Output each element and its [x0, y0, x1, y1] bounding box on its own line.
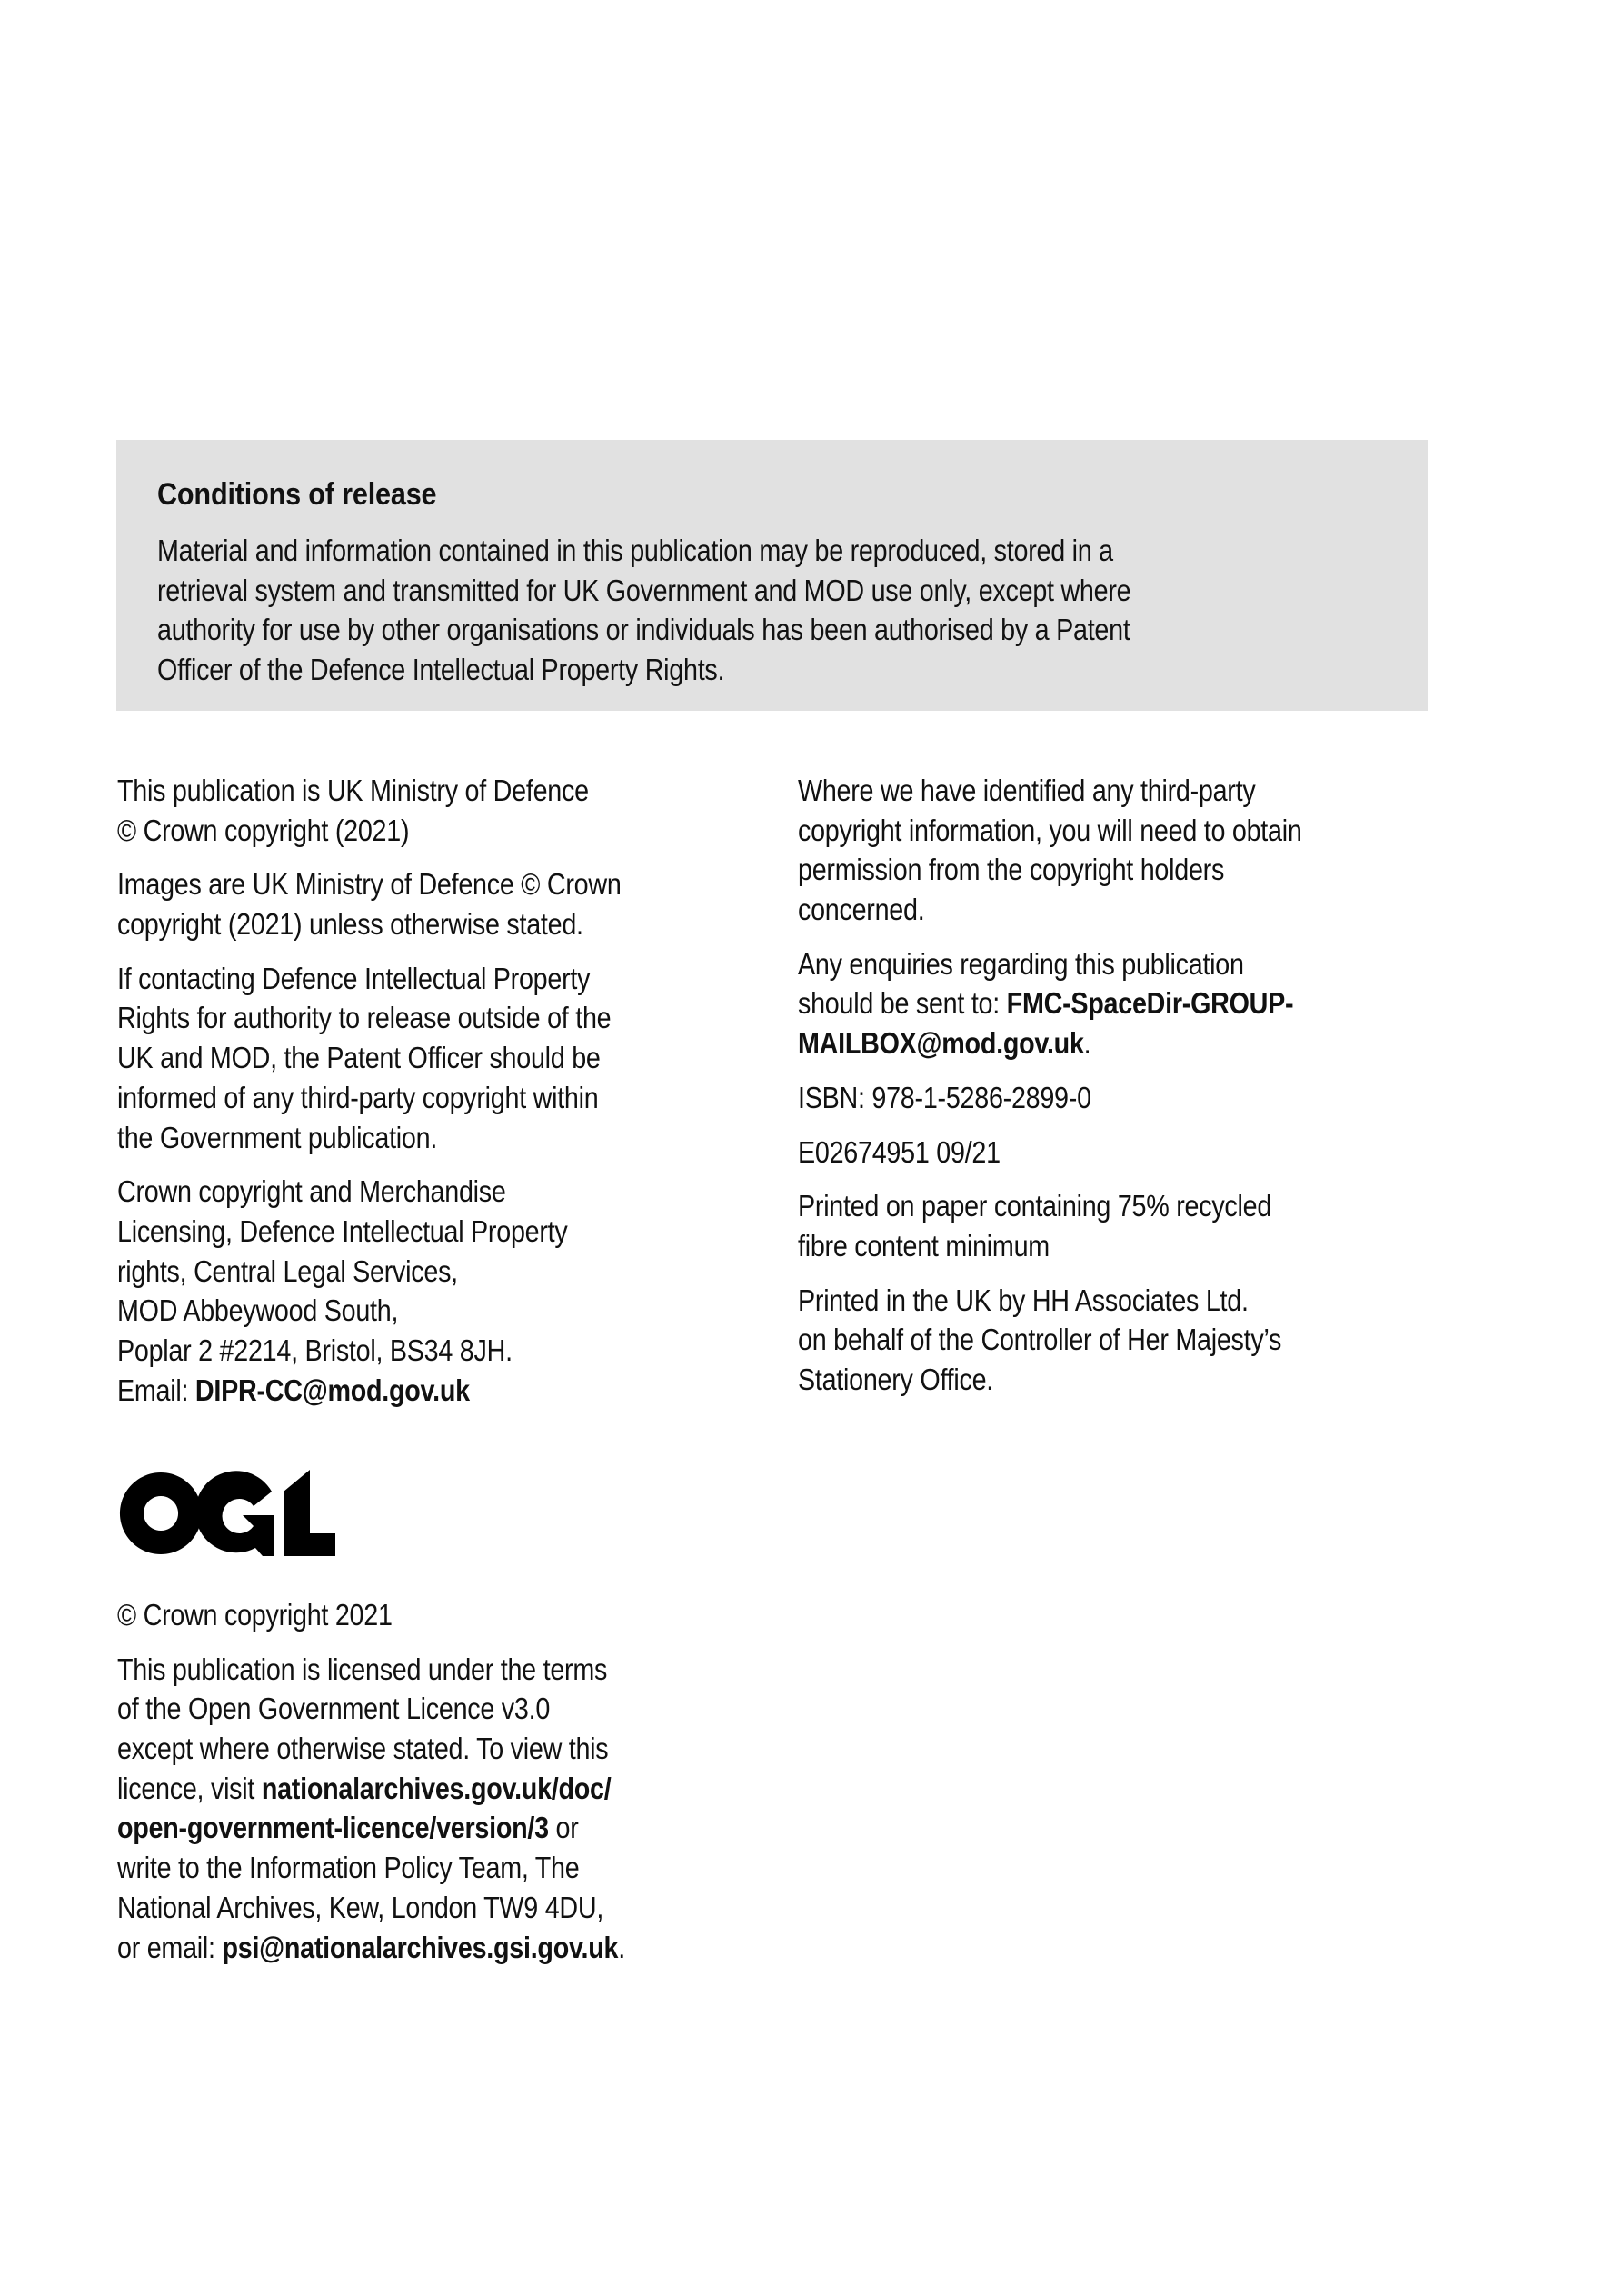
- text-segment: Where we have identified any third-party: [798, 774, 1256, 807]
- text-segment: on behalf of the Controller of Her Majesty’s: [798, 1323, 1282, 1357]
- text-line: [157, 650, 1130, 690]
- text-line: [117, 1769, 671, 1809]
- text-line: [117, 1808, 671, 1848]
- link-text[interactable]: MAILBOX@mod.gov.uk: [798, 1026, 1084, 1061]
- patent-officer-statement: [117, 959, 753, 1157]
- left-column: [117, 771, 753, 1424]
- text-line: [117, 1118, 671, 1158]
- text-segment: E02674951 09/21: [798, 1134, 1001, 1169]
- licensing-address: [117, 1172, 753, 1410]
- text-segment: copyright (2021) unless otherwise stated.: [117, 907, 583, 942]
- copyright-statement: [117, 771, 753, 850]
- text-segment: © Crown copyright (2021): [117, 813, 410, 847]
- text-line: [117, 998, 671, 1038]
- crown-copyright-2021: [117, 1595, 753, 1635]
- text-line: [798, 983, 1367, 1023]
- text-line: [798, 1281, 1367, 1321]
- text-segment: Crown copyright and Merchandise: [117, 1174, 506, 1209]
- text-segment: except where otherwise stated. To view this: [117, 1732, 609, 1766]
- text-segment: or: [548, 1811, 579, 1845]
- ogl-logo-g: [195, 1471, 274, 1556]
- text-line: [117, 771, 671, 811]
- text-segment: ISBN: 978-1-5286-2899-0: [798, 1080, 1091, 1114]
- text-segment: authority for use by other organisations or individuals has been authorised by a Patent: [157, 613, 1130, 647]
- text-segment: or email:: [117, 1930, 223, 1964]
- paper-statement: [798, 1186, 1452, 1265]
- link-text[interactable]: DIPR-CC@mod.gov.uk: [194, 1373, 470, 1407]
- text-segment: Images are UK Ministry of Defence © Crown: [117, 867, 622, 902]
- text-segment: retrieval system and transmitted for UK Government and MOD use only, except where: [157, 573, 1131, 607]
- text-line: [117, 1689, 671, 1729]
- text-segment: If contacting Defence Intellectual Property: [117, 961, 591, 995]
- text-line: [117, 1331, 671, 1371]
- text-line: [798, 1133, 1367, 1173]
- conditions-of-release-box: [116, 440, 1428, 711]
- text-line: [798, 890, 1367, 930]
- text-segment: licence, visit: [117, 1771, 262, 1805]
- text-line: [117, 1291, 671, 1331]
- text-segment: rights, Central Legal Services,: [117, 1253, 458, 1288]
- ogl-logo: [117, 1470, 335, 1556]
- text-line: [117, 1888, 671, 1928]
- text-segment: National Archives, Kew, London TW9 4DU,: [117, 1890, 604, 1924]
- conditions-title: Conditions of release: [157, 477, 437, 512]
- printer-statement: [798, 1281, 1452, 1400]
- text-segment: Printed in the UK by HH Associates Ltd.: [798, 1283, 1249, 1317]
- text-line: [798, 1320, 1367, 1360]
- text-segment: Any enquiries regarding this publication: [798, 946, 1244, 981]
- text-line: [117, 959, 671, 999]
- text-line: [798, 1360, 1367, 1400]
- text-segment: MOD Abbeywood South,: [117, 1293, 399, 1328]
- text-line: [117, 1212, 671, 1252]
- text-line: [117, 1172, 671, 1212]
- text-segment: .: [1083, 1026, 1091, 1061]
- link-text[interactable]: FMC-SpaceDir-GROUP-: [1006, 986, 1294, 1021]
- text-segment: should be sent to:: [798, 986, 1007, 1021]
- text-line: [157, 531, 1130, 571]
- text-line: [117, 1252, 671, 1292]
- text-segment: This publication is licensed under the terms: [117, 1652, 608, 1686]
- text-segment: concerned.: [798, 893, 925, 927]
- text-line: [117, 811, 671, 851]
- text-line: [157, 610, 1130, 650]
- text-segment: informed of any third-party copyright within: [117, 1080, 599, 1114]
- text-line: [798, 1226, 1367, 1266]
- text-segment: Officer of the Defence Intellectual Property Rights.: [157, 653, 725, 687]
- text-line: [798, 1186, 1367, 1226]
- text-segment: UK and MOD, the Patent Officer should be: [117, 1041, 601, 1075]
- text-segment: copyright information, you will need to obtain: [798, 813, 1302, 847]
- right-column: [798, 771, 1452, 1414]
- ogl-logo-l: [284, 1470, 335, 1556]
- licence-statement: [117, 1650, 753, 1968]
- text-line: [117, 1729, 671, 1769]
- text-segment: write to the Information Policy Team, The: [117, 1851, 580, 1885]
- text-segment: Poplar 2 #2214, Bristol, BS34 8JH.: [117, 1333, 513, 1367]
- text-line: [798, 1078, 1367, 1118]
- text-segment: Email:: [117, 1373, 195, 1407]
- text-line: [798, 811, 1367, 851]
- images-statement: [117, 864, 753, 943]
- text-line: [157, 571, 1130, 611]
- text-segment: of the Open Government Licence v3.0: [117, 1692, 551, 1726]
- isbn: [798, 1078, 1452, 1118]
- conditions-body: [157, 531, 1276, 690]
- text-segment: permission from the copyright holders: [798, 853, 1225, 887]
- text-segment: fibre content minimum: [798, 1228, 1050, 1263]
- text-line: [117, 1078, 671, 1118]
- ogl-logo-o: [120, 1472, 202, 1554]
- ogl-licence-section: [117, 1595, 753, 1982]
- text-segment: © Crown copyright 2021: [117, 1598, 393, 1632]
- text-line: [117, 1928, 671, 1968]
- text-line: [798, 771, 1367, 811]
- text-segment: .: [618, 1930, 625, 1964]
- text-line: [117, 904, 671, 944]
- third-party-statement: [798, 771, 1452, 930]
- text-line: [117, 1848, 671, 1888]
- text-line: [798, 850, 1367, 890]
- text-line: [117, 864, 671, 904]
- text-line: [117, 1371, 671, 1411]
- text-line: [117, 1038, 671, 1078]
- text-segment: Licensing, Defence Intellectual Property: [117, 1213, 568, 1248]
- text-segment: This publication is UK Ministry of Defence: [117, 774, 589, 807]
- text-segment: Material and information contained in this publication may be reproduced, stored in a: [157, 534, 1113, 567]
- link-text[interactable]: open-government-licence/version/3: [117, 1811, 549, 1845]
- enquiries-statement: [798, 944, 1452, 1063]
- reference-code: [798, 1133, 1452, 1173]
- text-segment: Printed on paper containing 75% recycled: [798, 1189, 1272, 1223]
- text-line: [798, 1023, 1367, 1063]
- text-line: [798, 944, 1367, 984]
- link-text[interactable]: nationalarchives.gov.uk/doc/: [261, 1771, 612, 1805]
- text-segment: Stationery Office.: [798, 1362, 993, 1396]
- text-line: [117, 1595, 671, 1635]
- text-line: [117, 1650, 671, 1690]
- text-segment: the Government publication.: [117, 1120, 438, 1154]
- link-text[interactable]: psi@nationalarchives.gsi.gov.uk: [222, 1930, 619, 1964]
- text-segment: Rights for authority to release outside of the: [117, 1001, 612, 1035]
